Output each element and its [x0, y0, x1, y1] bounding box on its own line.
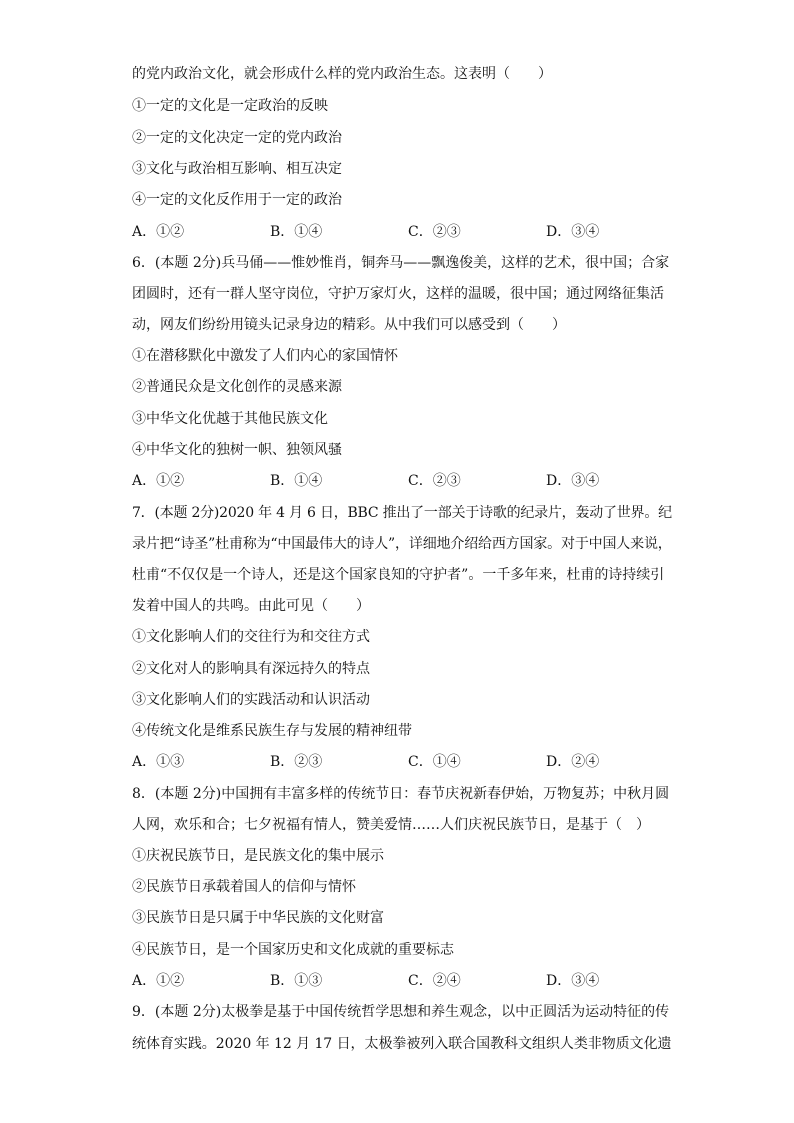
q6-stem-line-3: 动，网友们纷纷用镜头记录身边的精彩。从中我们可以感受到（ ） [132, 317, 566, 333]
q8-stem-line-1: 8．(本题 2分)中国拥有丰富多样的传统节日：春节庆祝新春伊始，万物复苏；中秋月圆 [132, 786, 670, 802]
q8-option-c[interactable]: C．②④ [408, 973, 461, 989]
q7-stem-line-4: 发着中国人的共鸣。由此可见（ ） [132, 598, 370, 614]
q6-options [132, 471, 672, 491]
q7-statement-2: ②文化对人的影响具有深远持久的特点 [132, 661, 370, 677]
q8-statement-1: ①庆祝民族节日，是民族文化的集中展示 [132, 848, 384, 864]
q6-option-d[interactable]: D．③④ [546, 473, 600, 489]
q8-stem-line-2: 人网，欢乐和合；七夕祝福有情人，赞美爱情……人们庆祝民族节日，是基于（ ） [132, 817, 650, 833]
q6-statement-2: ②普通民众是文化创作的灵感来源 [132, 379, 342, 395]
q8-statement-3: ③民族节日是只属于中华民族的文化财富 [132, 910, 384, 926]
q6-option-a[interactable]: A．①② [132, 473, 185, 489]
q8-option-a[interactable]: A．①② [132, 973, 185, 989]
q8-option-d[interactable]: D．③④ [546, 973, 600, 989]
q7-stem-line-2: 录片把“诗圣”杜甫称为“中国最伟大的诗人”，详细地介绍给西方国家。对于中国人来说， [132, 536, 672, 552]
q5-option-b[interactable]: B．①④ [270, 224, 323, 240]
q7-statement-1: ①文化影响人们的交往行为和交往方式 [132, 629, 370, 645]
q8-options [132, 971, 672, 991]
q8-statement-4: ④民族节日，是一个国家历史和文化成就的重要标志 [132, 942, 454, 958]
q6-option-c[interactable]: C．②③ [408, 473, 461, 489]
q9-stem-line-1: 9．(本题 2分)太极拳是基于中国传统哲学思想和养生观念，以中正圆活为运动特征的传 [132, 1004, 670, 1020]
q7-option-d[interactable]: D．②④ [546, 754, 600, 770]
q5-option-c[interactable]: C．②③ [408, 224, 461, 240]
q7-stem-line-1: 7．(本题 2分)2020 年 4 月 6 日，BBC 推出了一部关于诗歌的纪录片，轰动了世界。纪 [132, 505, 672, 521]
q6-statement-3: ③中华文化优越于其他民族文化 [132, 411, 328, 427]
q6-statement-4: ④中华文化的独树一帜、独领风骚 [132, 442, 342, 458]
q9-stem-line-2: 统体育实践。2020 年 12 月 17 日，太极拳被列入联合国教科文组织人类非物质文化遗 [132, 1036, 672, 1052]
q5-stem-tail: 的党内政治文化，就会形成什么样的党内政治生态。这表明（ ） [132, 66, 552, 82]
q7-stem-line-3: 杜甫“不仅仅是一个诗人，还是这个国家良知的守护者”。一千多年来，杜甫的诗持续引 [132, 567, 665, 583]
q5-statement-4: ④一定的文化反作用于一定的政治 [132, 192, 342, 208]
q5-statement-1: ①一定的文化是一定政治的反映 [132, 98, 328, 114]
q5-option-a[interactable]: A．①② [132, 224, 185, 240]
q6-stem-line-2: 团圆时，还有一群人坚守岗位，守护万家灯火，这样的温暖，很中国；通过网络征集活 [132, 286, 664, 302]
q5-option-d[interactable]: D．③④ [546, 224, 600, 240]
q5-options [132, 222, 672, 242]
q7-option-a[interactable]: A．①③ [132, 754, 185, 770]
q6-stem-line-1: 6．(本题 2分)兵马俑——惟妙惟肖，铜奔马——飘逸俊美，这样的艺术，很中国；合家 [132, 255, 670, 271]
q7-options [132, 752, 672, 772]
q7-statement-4: ④传统文化是维系民族生存与发展的精神纽带 [132, 723, 412, 739]
q7-option-b[interactable]: B．②③ [270, 754, 323, 770]
q7-statement-3: ③文化影响人们的实践活动和认识活动 [132, 692, 370, 708]
q6-option-b[interactable]: B．①④ [270, 473, 323, 489]
q8-statement-2: ②民族节日承载着国人的信仰与情怀 [132, 879, 356, 895]
q6-statement-1: ①在潜移默化中激发了人们内心的家国情怀 [132, 348, 398, 364]
q5-statement-2: ②一定的文化决定一定的党内政治 [132, 130, 342, 146]
q7-option-c[interactable]: C．①④ [408, 754, 461, 770]
q5-statement-3: ③文化与政治相互影响、相互决定 [132, 161, 342, 177]
q8-option-b[interactable]: B．①③ [270, 973, 323, 989]
